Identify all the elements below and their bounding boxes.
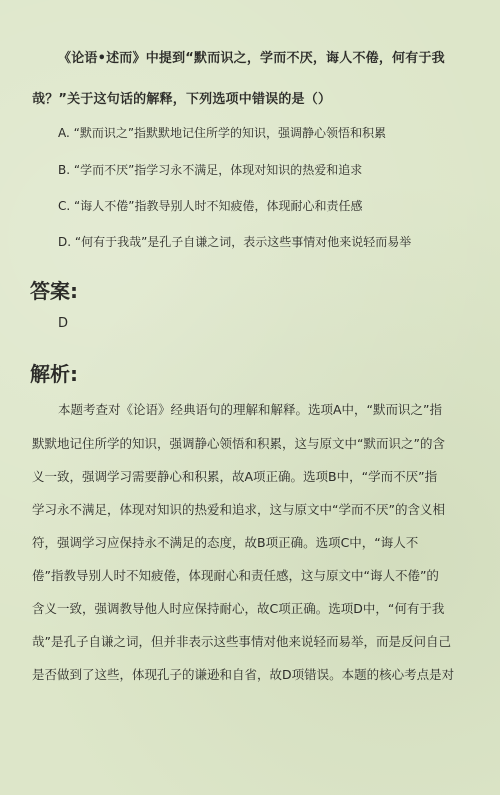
option-c: C. “诲人不倦”指教导别人时不知疲倦，体现耐心和责任感: [58, 199, 363, 213]
question-line-2: 哉？”关于这句话的解释，下列选项中错误的是（）: [32, 92, 332, 107]
analysis-line: 符，强调学习应保持永不满足的态度，故B项正确。选项C中，“诲人不: [32, 535, 419, 550]
question-line-1: 《论语•述而》中提到“默而识之，学而不厌，诲人不倦，何有于我: [58, 51, 445, 66]
option-a: A. “默而识之”指默默地记住所学的知识，强调静心领悟和积累: [58, 126, 387, 140]
analysis-line: 本题考查对《论语》经典语句的理解和解释。选项A中，“默而识之”指: [58, 402, 443, 417]
answer-value: D: [58, 316, 69, 331]
analysis-line: 含义一致，强调教导他人时应保持耐心，故C项正确。选项D中，“何有于我: [32, 601, 445, 616]
analysis-heading: 解析:: [30, 362, 78, 386]
option-b: B. “学而不厌”指学习永不满足，体现对知识的热爱和追求: [58, 163, 363, 177]
analysis-line: 义一致，强调学习需要静心和积累，故A项正确。选项B中，“学而不厌”指: [32, 469, 438, 484]
analysis-line: 哉”是孔子自谦之词，但并非表示这些事情对他来说轻而易举，而是反问自己: [32, 634, 451, 649]
option-d: D. “何有于我哉”是孔子自谦之词，表示这些事情对他来说轻而易举: [58, 235, 412, 249]
analysis-line: 学习永不满足，体现对知识的热爱和追求，这与原文中“学而不厌”的含义相: [32, 502, 445, 517]
answer-heading: 答案:: [30, 279, 78, 303]
analysis-line: 是否做到了这些，体现孔子的谦逊和自省，故D项错误。本题的核心考点是对: [32, 667, 455, 682]
analysis-line: 倦”指教导别人时不知疲倦，体现耐心和责任感，这与原文中“诲人不倦”的: [32, 568, 439, 583]
analysis-line: 默默地记住所学的知识，强调静心领悟和积累，这与原文中“默而识之”的含: [32, 436, 445, 451]
